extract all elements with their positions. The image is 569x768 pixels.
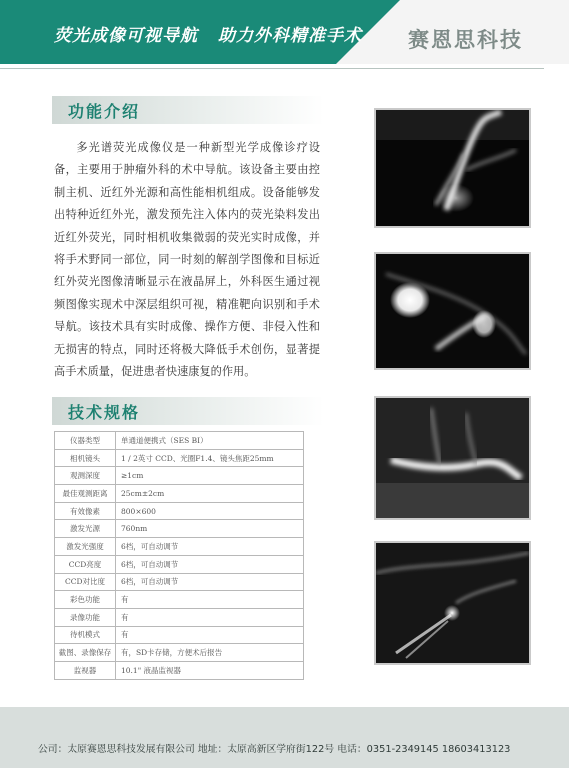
specs-heading: 技术规格 bbox=[68, 403, 141, 422]
spec-row bbox=[55, 555, 304, 573]
fluorescence-photo-4 bbox=[374, 541, 531, 665]
header-title-left: 荧光成像可视导航 bbox=[54, 26, 198, 46]
fluorescence-photo-2 bbox=[374, 252, 531, 370]
spec-value: 760nm bbox=[116, 520, 304, 538]
spec-value: 6档，可自动调节 bbox=[116, 573, 304, 591]
spec-row bbox=[55, 661, 304, 679]
spec-key: CCD亮度 bbox=[55, 555, 116, 573]
specs-heading-bar bbox=[52, 397, 324, 425]
intro-heading: 功能介绍 bbox=[68, 102, 141, 121]
spec-key: 最佳观测距离 bbox=[55, 485, 116, 503]
spec-value: 有 bbox=[116, 626, 304, 644]
spec-key: 监视器 bbox=[55, 661, 116, 679]
spec-value: 6档，可自动调节 bbox=[116, 555, 304, 573]
spec-value: 10.1" 液晶监视器 bbox=[116, 661, 304, 679]
fluorescence-photo-1 bbox=[374, 108, 531, 228]
header-bar bbox=[0, 0, 569, 64]
spec-key: 激发光强度 bbox=[55, 538, 116, 556]
spec-value: 有，SD卡存储，方便术后报告 bbox=[116, 644, 304, 662]
spec-value: 有 bbox=[116, 608, 304, 626]
spec-row bbox=[55, 467, 304, 485]
spec-row bbox=[55, 449, 304, 467]
spec-value: 有 bbox=[116, 591, 304, 609]
header-title bbox=[54, 21, 362, 46]
spec-key: 彩色功能 bbox=[55, 591, 116, 609]
spec-value: 1 / 2英寸 CCD、光圈F1.4、镜头焦距25mm bbox=[116, 449, 304, 467]
spec-key: 观测深度 bbox=[55, 467, 116, 485]
footer-bar bbox=[0, 707, 569, 768]
intro-heading-bar bbox=[52, 96, 324, 124]
footer-contact: 公司：太原赛恩思科技发展有限公司 地址：太原高新区学府街122号 电话：0351-2349145 18603413123 bbox=[38, 744, 511, 755]
spec-key: 待机模式 bbox=[55, 626, 116, 644]
spec-key: 激发光源 bbox=[55, 520, 116, 538]
spec-row bbox=[55, 520, 304, 538]
intro-paragraph: 多光谱荧光成像仪是一种新型光学成像诊疗设备，主要用于肿瘤外科的术中导航。该设备主要由控制主机、近红外光源和高性能相机组成。设备能够发出特种近红外光，激发预先注入体内的荧光染料发出近红外荧光，同时相机收集微弱的荧光实时成像，并将手术野同一部位，同一时刻的解剖学图像和目标近红外荧光图像清晰显示在液晶屏上，外科医生通过视频图像实现术中深层组织可视，精准靶向识别和手术导航。该技术具有实时成像、操作方便、非侵入性和无损害的特点，同时还将极大降低手术创伤，显著提高手术质量，促进患者快速康复的作用。 bbox=[54, 141, 320, 379]
spec-row bbox=[55, 432, 304, 450]
brand-name: 赛恩思科技 bbox=[408, 28, 523, 52]
spec-row bbox=[55, 538, 304, 556]
spec-key: CCD对比度 bbox=[55, 573, 116, 591]
spec-row bbox=[55, 626, 304, 644]
spec-value: ≥1cm bbox=[116, 467, 304, 485]
spec-key: 仪器类型 bbox=[55, 432, 116, 450]
spec-row bbox=[55, 573, 304, 591]
fluorescence-photo-3 bbox=[374, 396, 531, 520]
spec-value: 单通道便携式（SES BI） bbox=[116, 432, 304, 450]
spec-key: 有效像素 bbox=[55, 502, 116, 520]
spec-key: 录像功能 bbox=[55, 608, 116, 626]
spec-row bbox=[55, 608, 304, 626]
spec-row bbox=[55, 502, 304, 520]
spec-row bbox=[55, 591, 304, 609]
spec-row bbox=[55, 644, 304, 662]
spec-key: 相机镜头 bbox=[55, 449, 116, 467]
spec-row bbox=[55, 485, 304, 503]
header-divider bbox=[0, 68, 544, 69]
spec-key: 截图、录像保存 bbox=[55, 644, 116, 662]
header-title-right: 助力外科精准手术 bbox=[218, 26, 362, 46]
spec-value: 6档，可自动调节 bbox=[116, 538, 304, 556]
spec-table bbox=[54, 431, 304, 680]
spec-value: 25cm±2cm bbox=[116, 485, 304, 503]
spec-value: 800×600 bbox=[116, 502, 304, 520]
